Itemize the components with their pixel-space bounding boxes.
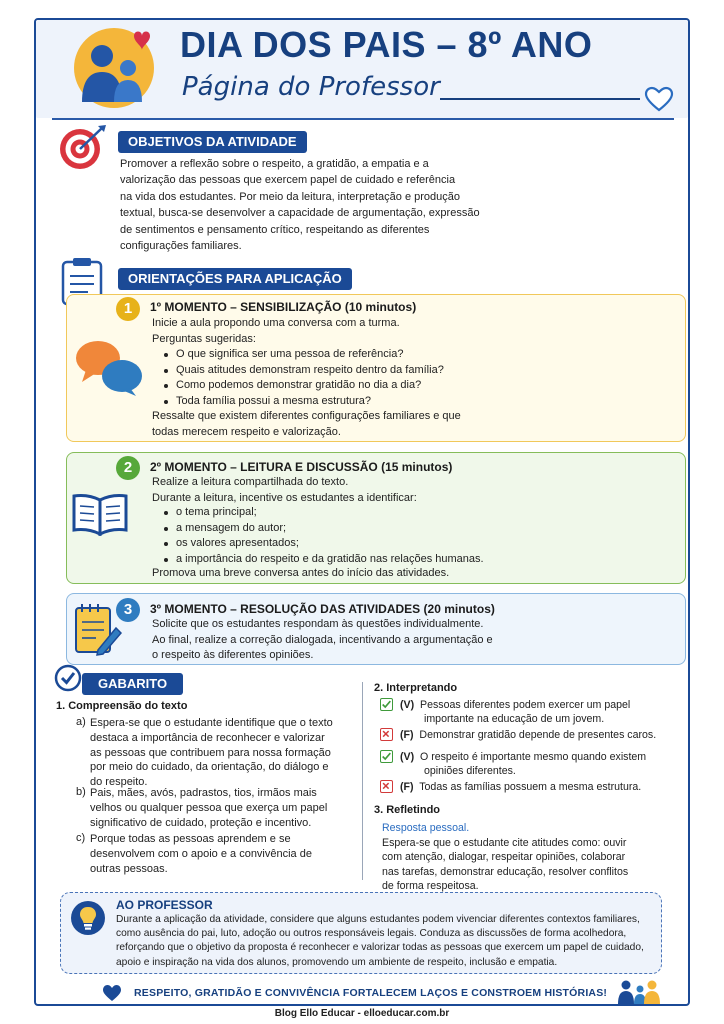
moment-2-list (164, 505, 484, 567)
list-item: Quais atitudes demonstram respeito dentro da família? (164, 363, 444, 379)
tf-text (400, 728, 656, 742)
moment-2-outro-line: Promova uma breve conversa antes do início das atividades. (152, 567, 450, 579)
moment-3-title: 3º MOMENTO – RESOLUÇÃO DAS ATIVIDADES (20 minutos) (150, 602, 495, 616)
moment-3-line: Solicite que os estudantes respondam às questões individualmente. (152, 618, 484, 630)
moment-2-number: 2 (116, 456, 140, 480)
moment-2-intro-line: Realize a leitura compartilhada do texto. (152, 476, 349, 488)
moment-2-title: 2º MOMENTO – LEITURA E DISCUSSÃO (15 minutos) (150, 460, 453, 474)
answer-line: desenvolvem com o apoio e a convivência de (90, 847, 312, 860)
moment-2-intro (152, 475, 417, 506)
list-item: o tema principal; (164, 505, 484, 521)
moment-2-outro (152, 566, 449, 582)
objetivos-badge: OBJETIVOS DA ATIVIDADE (118, 131, 307, 153)
heart-icon (644, 86, 674, 112)
question-3-answer (382, 836, 662, 894)
answer-line: nas tarefas, demonstrar educação, resolver conflitos (382, 865, 629, 878)
objetivos-line: Promover a reflexão sobre o respeito, a gratidão, a empatia e a (120, 158, 429, 170)
moment-3-line: o respeito às diferentes opiniões. (152, 649, 314, 661)
true-checkbox (380, 698, 393, 711)
objetivos-line: na vida dos estudantes. Por meio da leitura, interpretação e produção (120, 190, 460, 203)
answer-1c-letter: c) (76, 832, 86, 844)
tf-text (400, 698, 630, 727)
answer-line: de forma respeitosa. (382, 880, 479, 893)
moment-1-outro-line: Ressalte que existem diferentes configurações familiares e que (152, 410, 461, 422)
moment-1-intro-line: Inicie a aula propondo uma conversa com a turma. (152, 317, 400, 329)
question-3-heading: 3. Refletindo (374, 804, 441, 816)
header-divider (52, 118, 674, 120)
list-item: Como podemos demonstrar gratidão no dia a dia? (164, 378, 444, 394)
list-item: Toda família possui a mesma estrutura? (164, 394, 444, 410)
moment-1-outro-line: todas merecem respeito e valorização. (152, 425, 341, 438)
answer-line: por meio do cuidado, da orientação, do diálogo e (90, 761, 329, 774)
answer-line: significativo de cuidado, proteção e incentivo. (90, 816, 312, 829)
moment-2-intro-line: Durante a leitura, incentive os estudantes a identificar: (152, 491, 417, 504)
orientacoes-badge: ORIENTAÇÕES PARA APLICAÇÃO (118, 268, 352, 290)
answer-line: do respeito. (90, 776, 148, 789)
answer-line: Espera-se que o estudante identifique que o texto (90, 717, 333, 729)
moment-1-intro (152, 316, 400, 347)
notepad-pencil-icon (72, 600, 122, 656)
objetivos-line: configurações familiares. (120, 240, 242, 253)
list-item: a importância do respeito e da gratidão nas relações humanas. (164, 552, 484, 568)
tf-tag: (F) (400, 729, 414, 741)
list-item: os valores apresentados; (164, 536, 484, 552)
answer-line: com atenção, dialogar, respeitar opiniões, colaborar (382, 851, 626, 864)
tf-tag: (V) (400, 699, 415, 711)
answer-1a (90, 716, 352, 790)
answer-line: Espera-se que o estudante cite atitudes como: ouvir (382, 837, 627, 849)
footer-motto: RESPEITO, GRATIDÃO E CONVIVÊNCIA FORTALECEM LAÇOS E CONSTROEM HISTÓRIAS! (134, 987, 608, 999)
ao-professor-title: AO PROFESSOR (116, 898, 213, 912)
blog-credit: Blog Ello Educar - elloeducar.com.br (274, 1008, 450, 1019)
page-subtitle: Página do Professor (182, 72, 440, 102)
column-divider (362, 682, 363, 880)
tf-line: Demonstrar gratidão depende de presentes caros. (419, 729, 657, 741)
page-title: DIA DOS PAIS – 8º ANO (180, 24, 593, 65)
tf-tag: (F) (400, 781, 414, 793)
subtitle-underline (440, 98, 640, 100)
answer-1b-letter: b) (76, 786, 86, 798)
speech-bubbles-icon (72, 336, 144, 398)
answer-line: Porque todas as pessoas aprendem e se (90, 833, 291, 845)
footer-heart-icon (102, 984, 122, 1002)
tf-line: Pessoas diferentes podem exercer um papel (420, 699, 631, 711)
moment-3-text (152, 617, 493, 664)
moment-1-intro-line: Perguntas sugeridas: (152, 332, 256, 345)
tf-line: Todas as famílias possuem a mesma estrutura. (419, 781, 642, 793)
moment-3-line: Ao final, realize a correção dialogada, incentivando a argumentação e (152, 633, 493, 646)
answer-1b (90, 786, 352, 830)
moment-1-questions (164, 347, 444, 409)
false-checkbox (380, 780, 393, 793)
answer-line: as pessoas que contribuem para nossa formação (90, 746, 331, 759)
professor-line: apoio e inspiração na vida dos alunos, promovendo um ambiente de respeito, inclusão e empatia. (116, 956, 558, 968)
objetivos-text (120, 156, 510, 254)
professor-line: como ausência do pai, luto, adoção ou outros responsáveis legais. Conduza as discussões de forma acolhedora, (116, 928, 627, 940)
list-item: a mensagem do autor; (164, 521, 484, 537)
objetivos-line: textual, busca-se desenvolver a capacidade de argumentação, expressão (120, 207, 480, 220)
tf-text (400, 750, 646, 779)
family-icon (62, 22, 172, 112)
resposta-pessoal-label: Resposta pessoal. (382, 822, 470, 834)
moment-1-title: 1º MOMENTO – SENSIBILIZAÇÃO (10 minutos) (150, 300, 417, 314)
tf-line: O respeito é importante mesmo quando existem (420, 751, 647, 763)
tf-tag: (V) (400, 751, 415, 763)
gabarito-badge: GABARITO (82, 673, 183, 695)
tf-text (400, 780, 641, 794)
answer-line: velhos ou qualquer pessoa que exerça um papel (90, 801, 328, 814)
moment-3-number: 3 (116, 598, 140, 622)
objetivos-line: de sentimentos e pensamento crítico, respeitando as diferentes (120, 223, 430, 236)
objetivos-line: valorização das pessoas que exercem papel de cuidado e referência (120, 174, 456, 187)
checkmark-circle-icon (54, 664, 82, 692)
ao-professor-text (116, 913, 656, 970)
tf-line: importante na educação de um jovem. (424, 713, 605, 726)
answer-line: outras pessoas. (90, 862, 168, 875)
professor-line: Durante a aplicação da atividade, considere que alguns estudantes podem vivenciar diferentes contextos familiares, (116, 914, 640, 925)
list-item: O que significa ser uma pessoa de referência? (164, 347, 444, 363)
family-small-icon (614, 978, 662, 1004)
lightbulb-icon (70, 900, 106, 936)
moment-1-number: 1 (116, 297, 140, 321)
answer-line: Pais, mães, avós, padrastos, tios, irmãos mais (90, 787, 317, 799)
moment-1-outro (152, 409, 461, 440)
question-1-heading: 1. Compreensão do texto (56, 700, 188, 712)
question-2-heading: 2. Interpretando (374, 682, 458, 694)
answer-line: destaca a importância de reconhecer e valorizar (90, 731, 325, 744)
target-icon (58, 122, 108, 172)
professor-line: reforçando que o objetivo da proposta é reconhecer e valorizar todas as pessoas que exercem um papel de cuidado, (116, 942, 644, 954)
answer-1c (90, 832, 352, 876)
answer-1a-letter: a) (76, 716, 86, 728)
false-checkbox (380, 728, 393, 741)
open-book-icon (70, 492, 130, 536)
tf-line: opiniões diferentes. (424, 765, 516, 778)
true-checkbox (380, 750, 393, 763)
